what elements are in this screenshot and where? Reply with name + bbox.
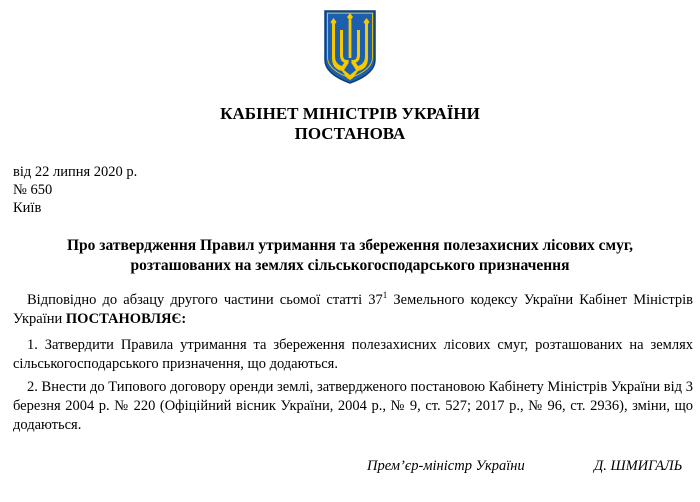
document-title-line-1: Про затвердження Правил утримання та збереження полезахисних лісових смуг, [67,237,633,254]
document-type: ПОСТАНОВА [294,124,406,143]
signatory-name: Д. ШМИГАЛЬ [594,458,683,474]
document-title-line-2: розташованих на землях сільськогосподарського призначення [130,257,570,274]
item-2-paragraph [13,378,693,435]
tryzub-coat-of-arms-icon [322,8,378,86]
document-date: від 22 липня 2020 р. [13,164,138,180]
preamble-resolves: ПОСТАНОВЛЯЄ [65,311,182,327]
preamble-colon: : [181,311,187,327]
item-1-paragraph [13,336,693,374]
preamble-text-continued: Земельного кодексу України Кабінет Міністрів України [13,292,694,327]
document-city: Київ [13,200,42,216]
preamble-superscript: 1 [382,290,388,301]
signatory-position: Прем’єр-міністр України [367,458,525,474]
document-number: № 650 [13,182,53,198]
preamble-text: Відповідно до абзацу другого частини сьомої статті 37 [27,292,383,308]
issuer-title: КАБІНЕТ МІНІСТРІВ УКРАЇНИ [220,104,480,123]
preamble-paragraph [13,291,693,329]
item-2-text: 2. Внести до Типового договору оренди землі, затвердженого постановою Кабінету Міністрів України від 3 березня 2004 р. № 220 (Офіційний вісник України, 2004 р., № 9, ст. 527; 2017 р., № 96, ст. 2936), зміни, що додаються. [13,379,693,433]
item-1-text: 1. Затвердити Правила утримання та збереження полезахисних лісових смуг, розташованих на землях сільськогосподарського призначення, що додаються. [13,337,693,372]
